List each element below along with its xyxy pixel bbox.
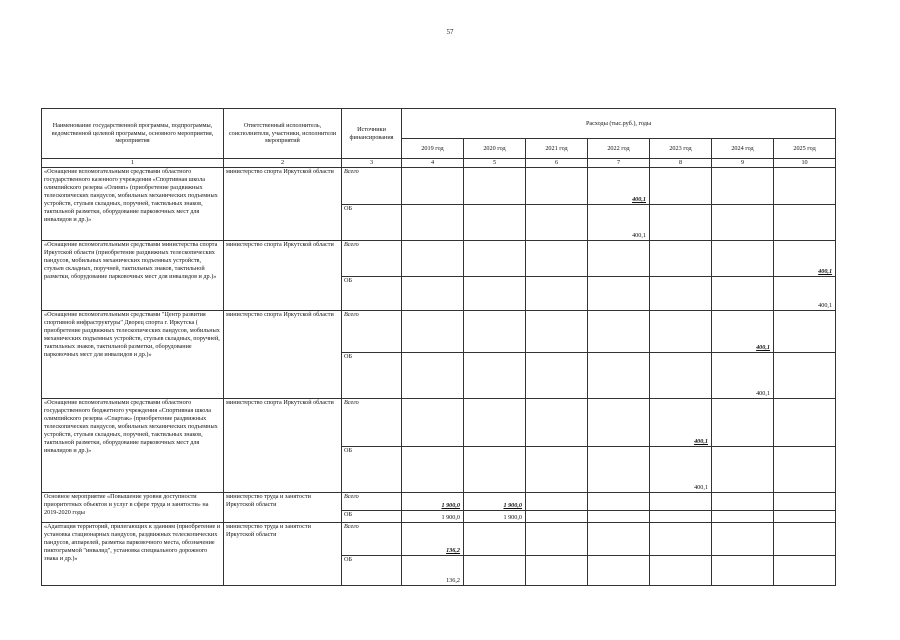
amount-cell xyxy=(712,276,774,310)
amount-cell xyxy=(526,167,588,204)
executor: министерство труда и занятости Иркутской области xyxy=(224,522,342,585)
amount-cell xyxy=(774,310,836,352)
amount-cell xyxy=(464,446,526,492)
amount-cell xyxy=(712,492,774,510)
amount-total: 1 900,0 xyxy=(503,502,522,509)
table-row xyxy=(42,522,836,555)
executor: министерство спорта Иркутской области xyxy=(224,240,342,310)
amount-cell xyxy=(526,446,588,492)
amount-cell xyxy=(650,167,712,204)
table-row xyxy=(42,240,836,276)
amount-cell xyxy=(526,522,588,555)
amount-cell xyxy=(650,510,712,522)
amount-ob: 400,1 xyxy=(756,390,770,397)
executor: министерство спорта Иркутской области xyxy=(224,310,342,398)
amount-total: 400,1 xyxy=(756,344,770,351)
amount-total: 400,1 xyxy=(632,196,646,203)
source-total-label: Всего xyxy=(342,522,402,555)
amount-cell xyxy=(712,352,774,398)
amount-cell xyxy=(526,276,588,310)
activity-name: «Оснащение вспомогательными средствами областного государственного бюджетного учреждения «Спортивная школа олимпийского резерва «Спартак» (приобретение раздвижных телескопических пандусов, мобильных механических подъемных устройств, стульев складных, поручней, тактильных знаков, тактильной разметки, оборудование парковочных мест для инвалидов и др.)» xyxy=(42,398,224,492)
header-year: 2021 год xyxy=(526,139,588,159)
executor: министерство труда и занятости Иркутской области xyxy=(224,492,342,522)
activity-name: «Оснащение вспомогательными средствами "Центр развития спортивной инфраструктуры" Дворец спорта г. Иркутска ( приобретение раздвижных телескопических пандусов, мобильных механических подъемных устройств, стульев складных, поручней, тактильных знаков, тактильной разметки, оборудование парковочных мест для инвалидов и др.)» xyxy=(42,310,224,398)
amount-cell xyxy=(526,510,588,522)
amount-ob: 1 900,0 xyxy=(441,514,460,521)
amount-cell xyxy=(402,446,464,492)
column-number: 2 xyxy=(224,159,342,168)
amount-cell xyxy=(588,398,650,446)
column-number: 4 xyxy=(402,159,464,168)
amount-cell xyxy=(588,310,650,352)
amount-cell xyxy=(464,555,526,585)
amount-cell xyxy=(774,276,836,310)
header-year: 2023 год xyxy=(650,139,712,159)
amount-cell xyxy=(526,492,588,510)
amount-cell xyxy=(650,446,712,492)
table-row xyxy=(42,167,836,204)
amount-cell xyxy=(650,352,712,398)
amount-cell xyxy=(526,398,588,446)
amount-cell xyxy=(464,276,526,310)
column-number: 8 xyxy=(650,159,712,168)
amount-cell xyxy=(712,310,774,352)
amount-cell xyxy=(588,167,650,204)
amount-cell xyxy=(402,522,464,555)
header-year: 2022 год xyxy=(588,139,650,159)
expenses-table xyxy=(41,108,836,586)
amount-total: 136,2 xyxy=(446,547,460,554)
amount-cell xyxy=(712,522,774,555)
amount-cell xyxy=(650,522,712,555)
amount-ob: 1 900,0 xyxy=(503,514,522,521)
source-ob-label: ОБ xyxy=(342,555,402,585)
amount-cell xyxy=(526,204,588,240)
amount-cell xyxy=(774,240,836,276)
header-name: Наименование государственной программы, подпрограммы, ведомственной целевой программы, основного мероприятия, мероприятия xyxy=(42,109,224,159)
executor: министерство спорта Иркутской области xyxy=(224,167,342,240)
amount-cell xyxy=(402,276,464,310)
amount-cell xyxy=(588,555,650,585)
source-ob-label: ОБ xyxy=(342,276,402,310)
amount-cell xyxy=(402,510,464,522)
header-year: 2024 год xyxy=(712,139,774,159)
amount-cell xyxy=(712,167,774,204)
amount-ob: 400,1 xyxy=(818,302,833,309)
amount-cell xyxy=(464,310,526,352)
amount-cell xyxy=(402,492,464,510)
amount-cell xyxy=(588,446,650,492)
column-number: 9 xyxy=(712,159,774,168)
amount-cell xyxy=(650,310,712,352)
amount-cell xyxy=(712,204,774,240)
amount-cell xyxy=(588,522,650,555)
amount-cell xyxy=(526,240,588,276)
amount-cell xyxy=(588,352,650,398)
table-row xyxy=(42,310,836,352)
amount-cell xyxy=(774,522,836,555)
table-row xyxy=(42,398,836,446)
source-total-label: Всего xyxy=(342,167,402,204)
amount-cell xyxy=(712,240,774,276)
activity-name: «Оснащение вспомогательными средствами областного государственного казенного учреждения «Спортивная школа олимпийского резерва «Олимп» (приобретение раздвижных телескопических пандусов, мобильных механических подъемных устройств, стульев складных, поручней, тактильных знаков, тактильной разметки, оборудование парковочных мест для инвалидов и др.)» xyxy=(42,167,224,240)
column-number: 6 xyxy=(526,159,588,168)
amount-total: 400,1 xyxy=(818,268,833,275)
amount-cell xyxy=(712,510,774,522)
amount-cell xyxy=(526,352,588,398)
source-total-label: Всего xyxy=(342,310,402,352)
amount-cell xyxy=(650,240,712,276)
amount-cell xyxy=(774,167,836,204)
amount-cell xyxy=(402,167,464,204)
activity-name: «Оснащение вспомогательными средствами министерства спорта Иркутской области (приобретение раздвижных телескопических пандусов, мобильных механических подъемных устройств, стульев складных, поручней, тактильных знаков, тактильной разметки, оборудование парковочных мест для инвалидов и др.)» xyxy=(42,240,224,310)
amount-cell xyxy=(774,555,836,585)
header-year: 2019 год xyxy=(402,139,464,159)
activity-name: «Адаптация территорий, прилегающих к зданиям (приобретение и установка стационарных пандусов, раздвижных телескопических пандусов, аппарелей, разметка парковочного места, обозначение пиктограммой "инвалид", установка специального дорожного знака и др.)» xyxy=(42,522,224,585)
amount-cell xyxy=(464,240,526,276)
amount-cell xyxy=(464,510,526,522)
executor: министерство спорта Иркутской области xyxy=(224,398,342,492)
page-number: 57 xyxy=(446,28,454,36)
amount-cell xyxy=(464,352,526,398)
column-number: 10 xyxy=(774,159,836,168)
amount-cell xyxy=(774,204,836,240)
source-ob-label: ОБ xyxy=(342,204,402,240)
amount-cell xyxy=(774,352,836,398)
amount-cell xyxy=(464,167,526,204)
amount-cell xyxy=(464,492,526,510)
amount-ob: 400,1 xyxy=(694,484,708,491)
amount-cell xyxy=(712,398,774,446)
amount-cell xyxy=(650,555,712,585)
amount-cell xyxy=(650,492,712,510)
column-number: 5 xyxy=(464,159,526,168)
source-ob-label: ОБ xyxy=(342,510,402,522)
source-ob-label: ОБ xyxy=(342,352,402,398)
amount-cell xyxy=(588,492,650,510)
header-source: Источники финансирования xyxy=(342,109,402,159)
amount-cell xyxy=(588,276,650,310)
amount-cell xyxy=(526,310,588,352)
amount-cell xyxy=(650,204,712,240)
amount-cell xyxy=(402,555,464,585)
amount-cell xyxy=(526,555,588,585)
amount-cell xyxy=(402,352,464,398)
table-row xyxy=(42,492,836,510)
source-ob-label: ОБ xyxy=(342,446,402,492)
amount-ob: 400,1 xyxy=(632,232,646,239)
amount-cell xyxy=(774,398,836,446)
amount-cell xyxy=(712,446,774,492)
source-total-label: Всего xyxy=(342,398,402,446)
amount-cell xyxy=(774,492,836,510)
amount-cell xyxy=(464,398,526,446)
amount-cell xyxy=(774,510,836,522)
amount-total: 1 900,0 xyxy=(441,502,460,509)
header-expenses: Расходы (тыс.руб.), годы xyxy=(402,109,836,139)
activity-name: Основное мероприятие «Повышение уровня доступности приоритетных объектов и услуг в сфере труда и занятости» на 2019-2020 годы xyxy=(42,492,224,522)
amount-cell xyxy=(650,398,712,446)
amount-cell xyxy=(712,555,774,585)
amount-cell xyxy=(588,510,650,522)
amount-cell xyxy=(588,204,650,240)
header-year: 2025 год xyxy=(774,139,836,159)
source-total-label: Всего xyxy=(342,240,402,276)
header-executor: Ответственный исполнитель, соисполнители, участники, исполнители мероприятий xyxy=(224,109,342,159)
amount-cell xyxy=(402,204,464,240)
amount-cell xyxy=(650,276,712,310)
amount-total: 400,1 xyxy=(694,438,708,445)
source-total-label: Всего xyxy=(342,492,402,510)
amount-cell xyxy=(402,310,464,352)
header-year: 2020 год xyxy=(464,139,526,159)
column-number: 7 xyxy=(588,159,650,168)
column-number: 3 xyxy=(342,159,402,168)
amount-cell xyxy=(402,240,464,276)
amount-ob: 136,2 xyxy=(446,577,460,584)
amount-cell xyxy=(464,522,526,555)
amount-cell xyxy=(588,240,650,276)
column-number: 1 xyxy=(42,159,224,168)
amount-cell xyxy=(402,398,464,446)
amount-cell xyxy=(464,204,526,240)
amount-cell xyxy=(774,446,836,492)
